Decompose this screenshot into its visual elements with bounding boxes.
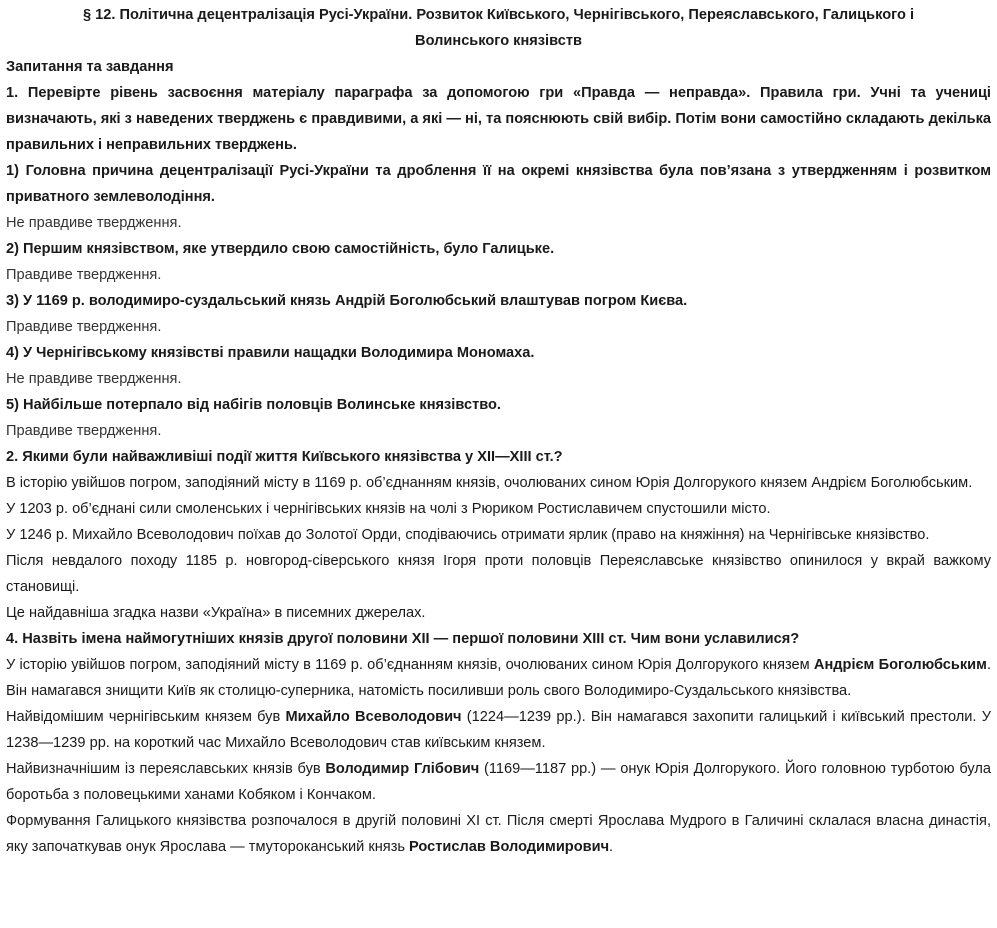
statement: 2) Першим князівством, яке утвердило свою самостійність, було Галицьке. [6,241,555,257]
answer-paragraph: В історію увійшов погром, заподіяний місту в 1169 р. об’єднанням князів, очолюваних сином Юрія Долгорукого князем Андрієм Боголюбським. [6,475,973,491]
question-1: 1. Перевірте рівень засвоєння матеріалу параграфа за допомогою гри «Правда — неправда». Правила гри. Учні та учениці визначають, які з наведених тверджень є правдивими, а які — ні, та пояснюють свій вибір. Потім вони самостійно складають декілька правильних і неправильних тверджень. [6,85,991,153]
statement: 4) У Чернігівському князівстві правили нащадки Володимира Мономаха. [6,345,535,361]
prince-name: Андрієм Боголюбським [813,657,987,673]
answer-paragraph [6,808,991,860]
answer-paragraph: У 1246 р. Михайло Всеволодович поїхав до Золотої Орди, сподіваючись отримати ярлик (право на княжіння) на Чернігівське князівство. [6,527,930,543]
answer-paragraph: У 1203 р. об’єднані сили смоленських і чернігівських князів на чолі з Рюриком Ростиславичем спустошили місто. [6,501,771,517]
answer-paragraph: Це найдавніша згадка назви «Україна» в писемних джерелах. [6,605,426,621]
text: (1224—1239 рр.). Він намагався захопити галицький і київський престоли. У 1238—1239 рр. на короткий час Михайло Всеволодович став київським князем. [6,709,991,751]
answer-paragraph [6,704,991,756]
statement: 5) Найбільше потерпало від набігів половців Волинське князівство. [6,397,501,413]
prince-name: Володимир Глібович [325,761,480,777]
text: Найвизначнішим із переяславських князів був [6,761,326,777]
prince-name: Михайло Всеволодович [285,709,462,725]
page-title: § 12. Політична децентралізація Русі-України. Розвиток Київського, Чернігівського, Переяславського, Галицького і Волинського князівств [82,7,915,49]
text: (1169—1187 рр.) — онук Юрія Долгорукого. Його головною турботою була боротьба з половецькими ханами Кобяком і Кончаком. [6,761,991,803]
answer: Не правдиве твердження. [6,371,182,387]
question-4: 4. Назвіть імена наймогутніших князів другої половини XII — першої половини XIII ст. Чим вони уславилися? [6,631,800,647]
section-heading: Запитання та завдання [6,59,174,75]
statement: 1) Головна причина децентралізації Русі-України та дроблення її на окремі князівства була пов’язана з утвердженням і розвитком приватного землеволодіння. [6,163,991,205]
text: Формування Галицького князівства розпочалося в другій половині XI ст. Після смерті Ярослава Мудрого в Галичині склалася власна династія, яку започаткував онук Ярослава — тмутороканський князь [6,813,991,855]
answer: Не правдиве твердження. [6,215,182,231]
answer-paragraph: Після невдалого походу 1185 р. новгород-сіверського князя Ігоря проти половців Переяславське князівство опинилося у вкрай важкому становищі. [6,553,991,595]
text: . [609,839,614,855]
text: . Він намагався знищити Київ як столицю-суперника, натомість посиливши роль свого Володимиро-Суздальського князівства. [6,657,992,699]
answer: Правдиве твердження. [6,319,162,335]
text: У історію увійшов погром, заподіяний місту в 1169 р. об’єднанням князів, очолюваних сином Юрія Долгорукого князем [6,657,814,673]
question-2: 2. Якими були найважливіші події життя Київського князівства у XII—XIII ст.? [6,449,563,465]
prince-name: Ростислав Володимирович [409,839,610,855]
answer-paragraph [6,652,991,704]
answer: Правдиве твердження. [6,267,162,283]
text: Найвідомішим чернігівським князем був [6,709,286,725]
answer-paragraph [6,756,991,808]
statement: 3) У 1169 р. володимиро-суздальський князь Андрій Боголюбський влаштував погром Києва. [6,293,688,309]
answer: Правдиве твердження. [6,423,162,439]
